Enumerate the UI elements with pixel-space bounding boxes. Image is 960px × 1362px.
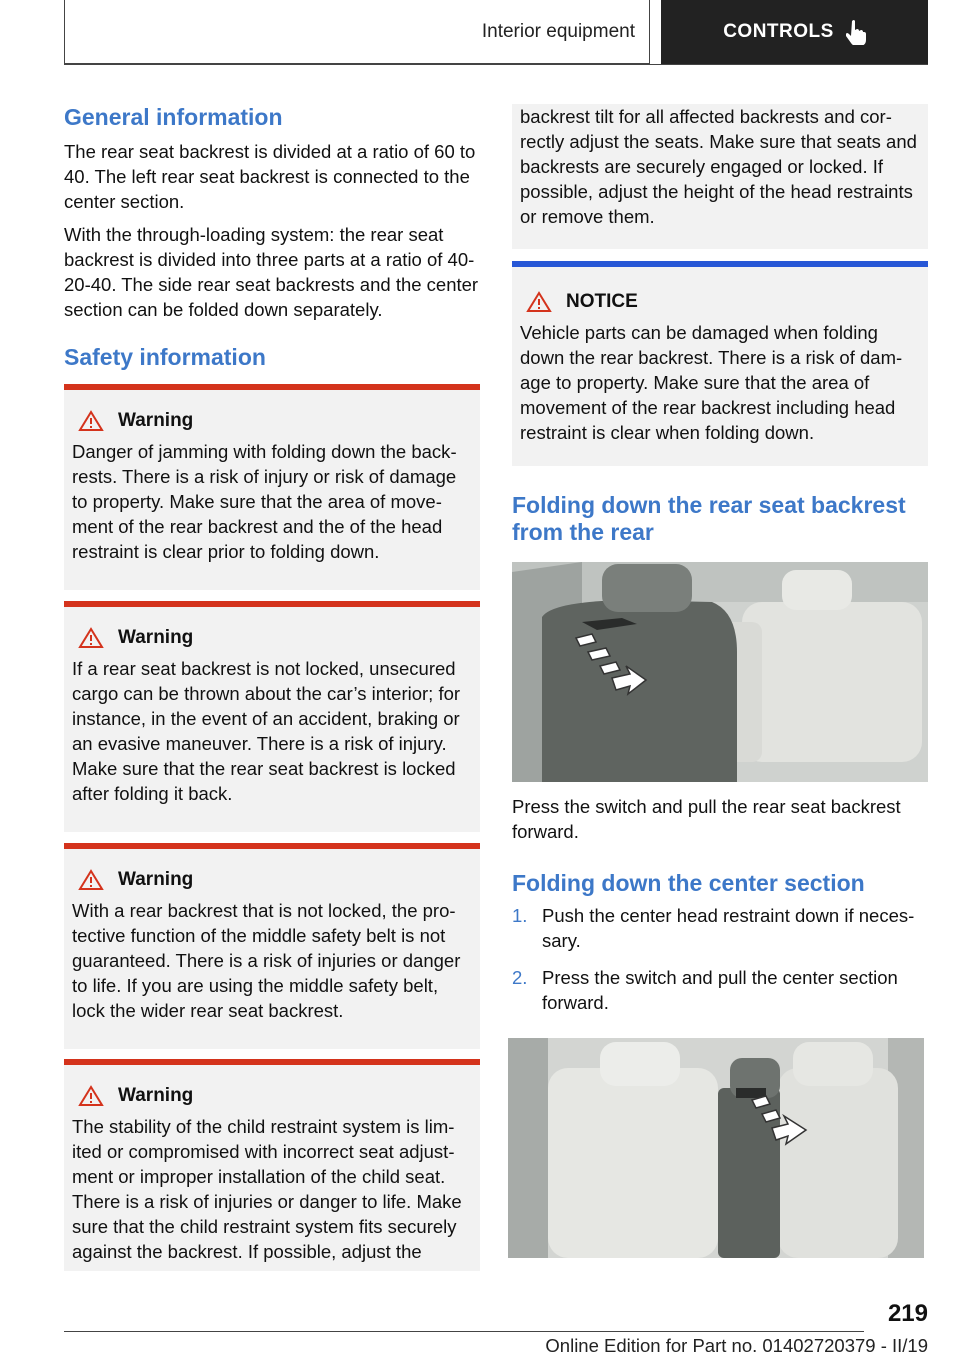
- header-section-tab: [64, 0, 650, 64]
- warning-text: If a rear seat backrest is not locked, unsecured cargo can be thrown about the car’s interior; for instance, in the event of an accident, braking or an evasive maneuver. There is a risk of injury. Make sure that the rear seat backrest is locked after folding it back.: [72, 658, 461, 804]
- warning-triangle-icon: [78, 869, 104, 891]
- header-chapter-tab: [661, 0, 928, 64]
- warning-box-middle-belt: [64, 843, 480, 1049]
- warning-triangle-icon: [78, 1085, 104, 1107]
- rear-caption-section: [512, 794, 928, 1015]
- footer-edition: Online Edition for Part no. 01402720379 - II/19: [545, 1335, 928, 1356]
- warning-box-continued: [512, 104, 928, 249]
- warning-label: Warning: [118, 869, 194, 890]
- warning-text: Danger of jamming with folding down the backrests. There is a risk of injury or risk of damage to property. Make sure that the area of movement of the rear backrest and the of the head restraint is clear prior to folding down.: [72, 441, 457, 562]
- folding-rear-heading: Folding down the rear seat backrest from the rear: [512, 492, 906, 545]
- warning-box-child-restraint: [64, 1059, 480, 1271]
- hand-pointer-icon: [846, 19, 866, 45]
- footer-rule: [64, 1331, 864, 1332]
- warning-text: With a rear backrest that is not locked, the protective function of the middle safety belt is not guaranteed. There is a risk of injuries or danger to life. If you are using the middle safety belt, lock the wider rear seat backrest.: [72, 900, 461, 1021]
- warning-box-jamming: [64, 384, 480, 590]
- list-item: [512, 965, 928, 1015]
- step-text: Press the switch and pull the center section forward.: [542, 967, 898, 1013]
- header-rule: [64, 64, 928, 65]
- general-information-section: [64, 104, 480, 371]
- list-item: [512, 903, 928, 953]
- warning-label: Warning: [118, 410, 194, 431]
- folding-rear-section: [512, 492, 928, 546]
- folding-center-heading: Folding down the center section: [512, 870, 865, 896]
- page-number: 219: [887, 1300, 928, 1327]
- general-information-heading: General information: [64, 104, 283, 130]
- warning-triangle-icon: [78, 627, 104, 649]
- notice-label: NOTICE: [566, 291, 638, 312]
- header-section-title: Interior equipment: [481, 20, 635, 42]
- step-number: 2.: [512, 967, 528, 988]
- warning-continued-text: backrest tilt for all affected backrests and correctly adjust the seats. Make sure that seats and backrests are securely engaged or locked. If possible, adjust the height of the head restraints or remove them.: [520, 106, 917, 227]
- seat-illustration-center: [508, 1038, 924, 1258]
- center-section-photo: [508, 1038, 924, 1258]
- warning-box-unlocked-cargo: [64, 601, 480, 832]
- seat-illustration-rear: [512, 562, 928, 782]
- step-number: 1.: [512, 905, 528, 926]
- general-paragraph-1: The rear seat backrest is divided at a ratio of 60 to 40. The left rear seat backrest is connected to the center section.: [64, 141, 476, 212]
- notice-box-vehicle-parts: [512, 261, 928, 466]
- step-text: Push the center head restraint down if necessary.: [542, 905, 915, 951]
- header-chapter-title: CONTROLS: [723, 21, 834, 42]
- rear-caption: Press the switch and pull the rear seat backrest forward.: [512, 796, 901, 842]
- notice-triangle-icon: [526, 291, 552, 313]
- notice-text: Vehicle parts can be damaged when folding down the rear backrest. There is a risk of damage to property. Make sure that the area of movement of the rear backrest including head restraint is clear when folding down.: [520, 322, 903, 443]
- rear-backrest-photo: [512, 562, 928, 782]
- warning-text: The stability of the child restraint system is limited or compromised with incorrect seat adjustment or improper installation of the child seat. There is a risk of injuries or danger to life. Make sure that the child restraint system fits securely against the backrest. If possible, adjust the: [72, 1116, 462, 1262]
- safety-information-heading: Safety information: [64, 344, 266, 370]
- general-paragraph-2: With the through-loading system: the rear seat backrest is divided into three parts at a ratio of 40-20-40. The side rear seat backrests and the center section can be folded down separately.: [64, 224, 479, 320]
- warning-label: Warning: [118, 1085, 194, 1106]
- warning-label: Warning: [118, 627, 194, 648]
- warning-triangle-icon: [78, 410, 104, 432]
- steps-list: [512, 903, 928, 1015]
